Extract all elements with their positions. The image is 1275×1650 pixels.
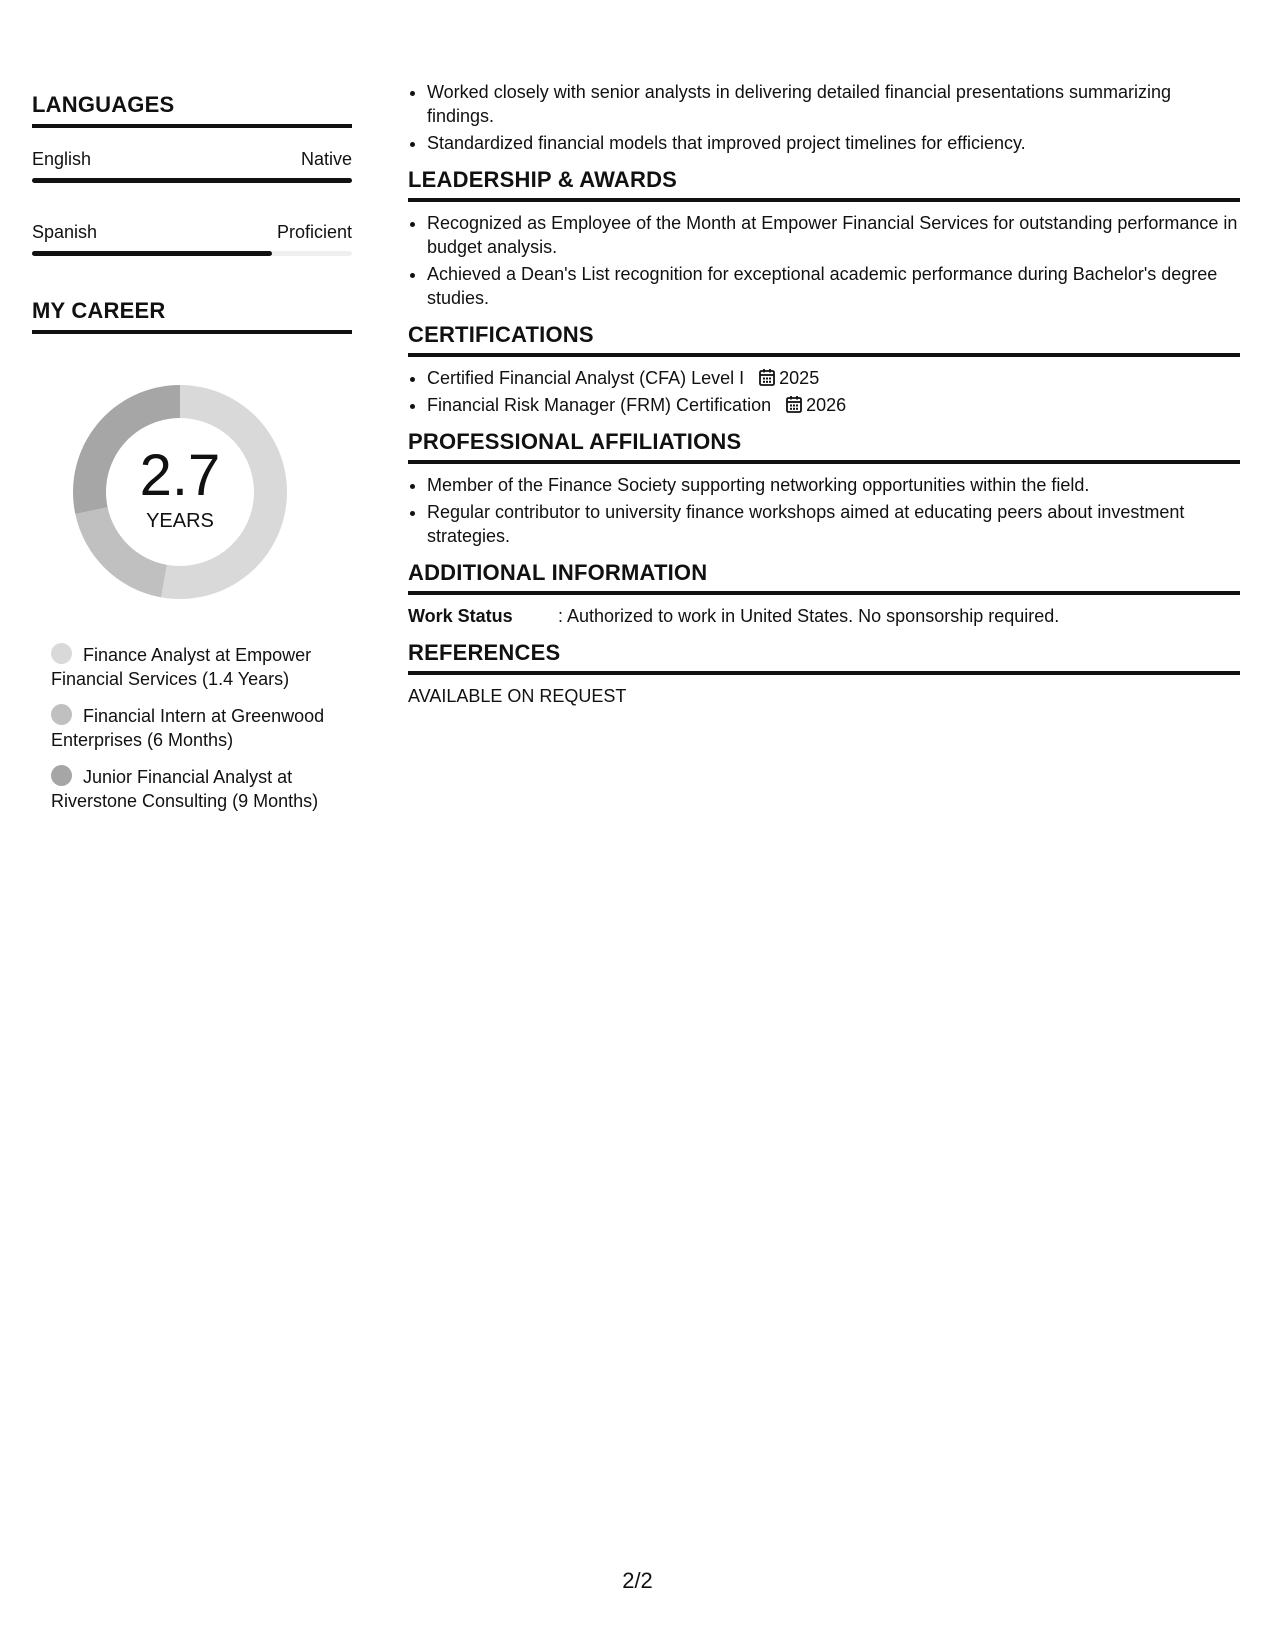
certification-name: Financial Risk Manager (FRM) Certification	[427, 395, 772, 415]
calendar-icon	[759, 368, 775, 386]
left-column	[32, 92, 352, 826]
affiliation-item: • Regular contributor to university finance workshops aimed at educating peers about investment strategies.	[427, 500, 1240, 548]
affiliations-section	[408, 429, 1240, 548]
experience-bullets	[408, 80, 1240, 155]
leadership-title: LEADERSHIP & AWARDS	[408, 167, 1240, 202]
career-legend-item	[51, 765, 331, 813]
legend-dot-icon	[51, 643, 72, 664]
career-legend	[51, 643, 331, 813]
language-name: Spanish	[32, 222, 98, 242]
experience-bullet: • Standardized financial models that improved project timelines for efficiency.	[427, 131, 1240, 155]
language-name: English	[32, 149, 92, 169]
leadership-section	[408, 167, 1240, 310]
language-level: Proficient	[276, 222, 352, 242]
certification-year: 2026	[806, 395, 847, 415]
page-number: 2/2	[622, 1568, 653, 1593]
certification-item	[427, 366, 1240, 390]
affiliations-title: PROFESSIONAL AFFILIATIONS	[408, 429, 1240, 464]
language-proficiency-fill	[32, 178, 352, 183]
calendar-icon	[786, 395, 802, 413]
additional-info-title: ADDITIONAL INFORMATION	[408, 560, 1240, 595]
work-status-value: : Authorized to work in United States. No sponsorship required.	[558, 606, 1060, 626]
certification-year: 2025	[779, 368, 820, 388]
career-total-unit: YEARS	[146, 510, 214, 532]
language-item-english	[32, 148, 352, 183]
career-legend-item	[51, 704, 331, 752]
right-column	[408, 80, 1240, 708]
career-legend-item	[51, 643, 331, 691]
career-legend-label: Junior Financial Analyst at Riverstone Consulting (9 Months)	[51, 767, 319, 811]
certification-name: Certified Financial Analyst (CFA) Level I	[427, 368, 745, 388]
additional-info-section	[408, 560, 1240, 628]
career-donut-center	[65, 377, 295, 607]
career-legend-label: Finance Analyst at Empower Financial Services (1.4 Years)	[51, 645, 312, 689]
language-proficiency-bar	[32, 178, 352, 183]
experience-bullet: • Worked closely with senior analysts in delivering detailed financial presentations summarizing findings.	[427, 80, 1240, 128]
references-title: REFERENCES	[408, 640, 1240, 675]
certification-item	[427, 393, 1240, 417]
career-donut-chart	[65, 377, 295, 607]
legend-dot-icon	[51, 704, 72, 725]
work-status-label: Work Status	[408, 606, 513, 626]
certifications-title: CERTIFICATIONS	[408, 322, 1240, 357]
languages-title: LANGUAGES	[32, 92, 352, 128]
certifications-section	[408, 322, 1240, 417]
language-level: Native	[300, 149, 352, 169]
leadership-item: • Recognized as Employee of the Month at Empower Financial Services for outstanding performance in budget analysis.	[427, 211, 1240, 259]
career-total-years: 2.7	[139, 443, 221, 508]
language-proficiency-bar	[32, 251, 352, 256]
references-section	[408, 640, 1240, 708]
leadership-item: • Achieved a Dean's List recognition for exceptional academic performance during Bachelor's degree studies.	[427, 262, 1240, 310]
affiliation-item: • Member of the Finance Society supporting networking opportunities within the field.	[427, 473, 1240, 497]
career-title: MY CAREER	[32, 298, 352, 334]
legend-dot-icon	[51, 765, 72, 786]
language-item-spanish	[32, 221, 352, 256]
languages-list	[32, 148, 352, 256]
career-legend-label: Financial Intern at Greenwood Enterprises (6 Months)	[51, 706, 325, 750]
references-text: AVAILABLE ON REQUEST	[408, 686, 627, 706]
work-status-row	[408, 604, 1240, 628]
language-proficiency-fill	[32, 251, 272, 256]
